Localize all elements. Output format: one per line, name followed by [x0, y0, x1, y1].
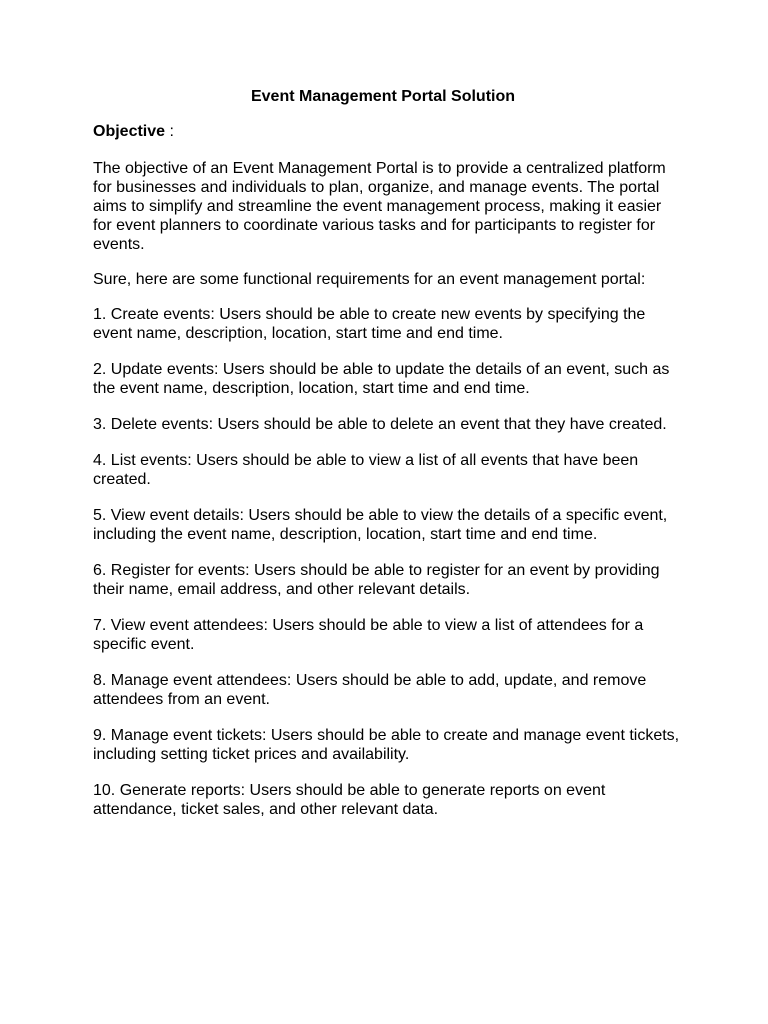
document-title: Event Management Portal Solution [250, 88, 516, 105]
requirement-item: 4. List events: Users should be able to view a list of all events that have been created. [93, 452, 639, 488]
requirement-item: 6. Register for events: Users should be able to register for an event by providing their name, email address, and other relevant details. [93, 562, 660, 598]
requirement-item: 10. Generate reports: Users should be able to generate reports on event attendance, ticket sales, and other relevant data. [93, 782, 606, 818]
objective-suffix: : [165, 123, 174, 140]
requirement-item: 3. Delete events: Users should be able to delete an event that they have created. [93, 416, 667, 433]
requirement-item: 2. Update events: Users should be able to update the details of an event, such as the event name, description, location, start time and end time. [93, 361, 670, 397]
requirement-item: 8. Manage event attendees: Users should be able to add, update, and remove attendees from an event. [93, 672, 647, 708]
objective-paragraph: The objective of an Event Management Portal is to provide a centralized platform for businesses and individuals to plan, organize, and manage events. The portal aims to simplify and streamline the event management process, making it easier for event planners to coordinate various tasks and for participants to register for events. [93, 160, 666, 253]
objective-label: Objective [93, 123, 166, 140]
requirement-item: 1. Create events: Users should be able to create new events by specifying the event name, description, location, start time and end time. [93, 306, 646, 342]
requirement-item: 7. View event attendees: Users should be able to view a list of attendees for a specific event. [93, 617, 644, 653]
objective-heading [93, 121, 683, 143]
requirements-intro: Sure, here are some functional requirements for an event management portal: [93, 271, 646, 288]
requirement-item: 9. Manage event tickets: Users should be able to create and manage event tickets, including setting ticket prices and availability. [93, 727, 680, 763]
document-page [93, 86, 683, 836]
requirement-item: 5. View event details: Users should be able to view the details of a specific event, including the event name, description, location, start time and end time. [93, 507, 668, 543]
